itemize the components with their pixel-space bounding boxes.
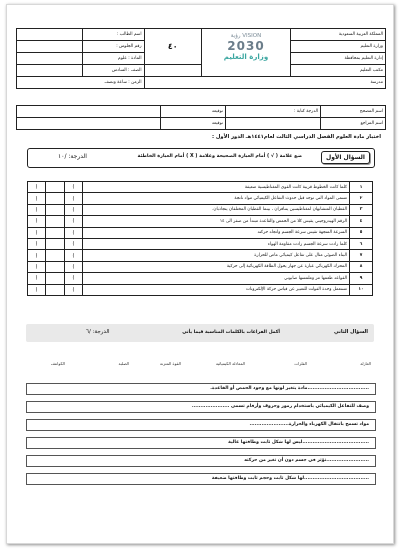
row-number: ٣ [350, 204, 373, 215]
fill-in-line[interactable] [26, 383, 376, 395]
answer-blank[interactable] [46, 250, 65, 261]
true-false-row [28, 216, 373, 227]
corrector-table [16, 105, 386, 130]
answer-blank[interactable] [46, 273, 65, 284]
statement-text: كلما كانت الخطوط قريبة كانت القوى المغناطيسية ضعيفة [83, 182, 350, 193]
row-number: ٥ [350, 227, 373, 238]
close-paren: ) [65, 284, 83, 295]
open-paren: ( [28, 193, 46, 204]
true-false-row [28, 284, 373, 295]
row-number: ٩ [350, 273, 373, 284]
signature-field-2[interactable] [17, 118, 161, 130]
true-false-row [28, 227, 373, 238]
logo-cell-bottom [202, 65, 291, 77]
row-number: ٧ [350, 250, 373, 261]
corrector-name-label: اسم المصحح [321, 106, 386, 118]
row-number: ٤ [350, 216, 373, 227]
question-2-header [26, 324, 374, 342]
statement-text: تسمى المواد التي توجد قبل حدوث التفاعل الكيميائي مواد ناتجة [83, 193, 350, 204]
logo-vision-text: VISION رؤية [230, 32, 262, 39]
word-bank-item: العازلة [360, 361, 371, 366]
student-name-label: اسم الطالب : [82, 29, 144, 41]
statement-text: القواعد طعمها مر وملمسها صابوني [83, 273, 350, 284]
written-grade-label: الدرجة كتابة : [226, 106, 321, 118]
close-paren: ) [65, 204, 83, 215]
grade-label: الصف : السادس [82, 65, 144, 77]
exam-title: اختبار مادة العلوم الفصل الدراسي الثالث لعام١٤٤١هـ الدور الأول : [212, 134, 381, 140]
close-paren: ) [65, 193, 83, 204]
answer-blank[interactable] [46, 261, 65, 272]
true-false-row [28, 238, 373, 249]
statement-text: البناء الضوئي مثال على تفاعل كيميائي ماص للحرارة [83, 250, 350, 261]
word-bank [21, 348, 375, 380]
fill-in-text: ....................................مادة يتغير لونها مع وجود الحمض أو القاعدة. [210, 385, 369, 391]
answer-blank[interactable] [46, 182, 65, 193]
fill-in-line[interactable] [26, 455, 376, 467]
word-bank-item: المعادلة الكيميائية [215, 361, 245, 366]
close-paren: ) [65, 250, 83, 261]
school-label: مدرسة [144, 77, 385, 89]
statement-text: كلما زادت سرعة الجسم زادت مقاومة الهواء [83, 238, 350, 249]
row-number: ٨ [350, 261, 373, 272]
question-1-grade: الدرجة: /١٠ [58, 153, 87, 160]
row-number: ١ [350, 182, 373, 193]
answer-blank[interactable] [46, 284, 65, 295]
open-paren: ( [28, 261, 46, 272]
fill-in-text: مواد تسمح بانتقال الكهرباء والحرارة....................... [249, 421, 369, 427]
close-paren: ) [65, 238, 83, 249]
word-bank-item: القوة المتزنة [159, 361, 181, 366]
admin-label: إدارة التعليم بمحافظة [290, 53, 385, 65]
row-number: ٦ [350, 238, 373, 249]
row-number: ١٠ [350, 284, 373, 295]
fill-in-text: ......................................لها شكل ثابت وحجم ثابت وطاقتها ضعيفة [211, 475, 369, 481]
seat-number-field[interactable] [17, 41, 83, 53]
fill-in-line[interactable] [26, 473, 376, 485]
fill-in-text: وصف للتفاعل الكيميائي باستخدام رموز وحروف وأرقام تسمى ...................... [191, 403, 369, 409]
reviewer-name-field[interactable] [226, 118, 321, 130]
question-1-tag: السؤال الأول [321, 151, 370, 164]
exam-page [6, 4, 394, 544]
time-label: الزمن : ساعة ونصف [17, 77, 145, 89]
open-paren: ( [28, 227, 46, 238]
country-label: المملكة العربية السعودية [290, 29, 385, 41]
signature-label-2: توقيعه [161, 118, 226, 130]
office-label: مكتب التعليم [290, 65, 385, 77]
fill-in-text: .......................................ليس لها شكل ثابت وطاقتها عالية [228, 439, 369, 445]
close-paren: ) [65, 216, 83, 227]
fill-in-line[interactable] [26, 437, 376, 449]
fill-in-text: .........................تؤثر في جسم دون أن تغير من حركته [244, 457, 369, 463]
true-false-row [28, 193, 373, 204]
answer-blank[interactable] [46, 193, 65, 204]
grade-field [17, 65, 83, 77]
true-false-row [28, 273, 373, 284]
true-false-row [28, 204, 373, 215]
statement-text: القطبان المتشابهان لمغناطيسين يتنافران ، بينما القطبان المختلفان يتجاذبان. [83, 204, 350, 215]
true-false-row [28, 261, 373, 272]
exam-header-table [16, 28, 386, 89]
signature-field-1[interactable] [17, 106, 161, 118]
answer-blank[interactable] [46, 204, 65, 215]
close-paren: ) [65, 273, 83, 284]
true-false-row [28, 250, 373, 261]
signature-label-1: توقيعه [161, 106, 226, 118]
statement-text: المحرك الكهربائي عبارة عن جهاز يحول الطاقة الكهربائية إلى حركية [83, 261, 350, 272]
score-cell-bottom [144, 65, 201, 77]
close-paren: ) [65, 227, 83, 238]
row-number: ٢ [350, 193, 373, 204]
open-paren: ( [28, 182, 46, 193]
subject-label: المادة : علوم [82, 53, 144, 65]
statement-text: الرقم الهيدروجيني يقيس كلا من الحمض والقاعدة مبتدأ من صفر الى ١٤ [83, 216, 350, 227]
seat-number-label: رقم الجلوس : [82, 41, 144, 53]
open-paren: ( [28, 216, 46, 227]
question-2-instruction: أكمل الفراغات بالكلمات المناسبة فيما يأتي [182, 330, 280, 335]
open-paren: ( [28, 204, 46, 215]
fill-in-line[interactable] [26, 401, 376, 413]
ministry-logo [202, 29, 291, 65]
word-bank-item: الصلبة [118, 361, 129, 366]
logo-ministry-text: وزارة التعليم [223, 52, 269, 61]
word-bank-item: الفلزات [294, 361, 307, 366]
statement-text: تستعمل وحدة الفولت للتعبير عن قياس حركة الإلكترونات [83, 284, 350, 295]
true-false-table [27, 181, 373, 296]
subject-field [17, 53, 83, 65]
reviewer-name-label: اسم المراجع [321, 118, 386, 130]
open-paren: ( [28, 250, 46, 261]
answer-blank[interactable] [46, 227, 65, 238]
true-false-row [28, 182, 373, 193]
open-paren: ( [28, 273, 46, 284]
question-1-header [27, 148, 375, 168]
fill-in-line[interactable] [26, 419, 376, 431]
open-paren: ( [28, 238, 46, 249]
statement-text: السرعة المتجهة تقيس سرعة الجسم واتجاه حركته [83, 227, 350, 238]
question-1-instruction: ضع علامة ( √ ) أمام العبارة الصحيحة وعلامة ( X ) أمام العبارة الخاطئة [137, 154, 302, 159]
open-paren: ( [28, 284, 46, 295]
student-name-field[interactable] [17, 29, 83, 41]
close-paren: ) [65, 261, 83, 272]
logo-2030-text: 2030 [227, 38, 265, 53]
answer-blank[interactable] [46, 238, 65, 249]
question-2-tag: السؤال الثاني [333, 329, 368, 335]
close-paren: ) [65, 182, 83, 193]
ministry-label: وزارة التعليم [290, 41, 385, 53]
total-score: ٤٠ [144, 29, 201, 65]
word-bank-item: الكوانتف [50, 361, 65, 366]
question-2-grade: الدرجة: /٦ [86, 329, 110, 335]
answer-blank[interactable] [46, 216, 65, 227]
